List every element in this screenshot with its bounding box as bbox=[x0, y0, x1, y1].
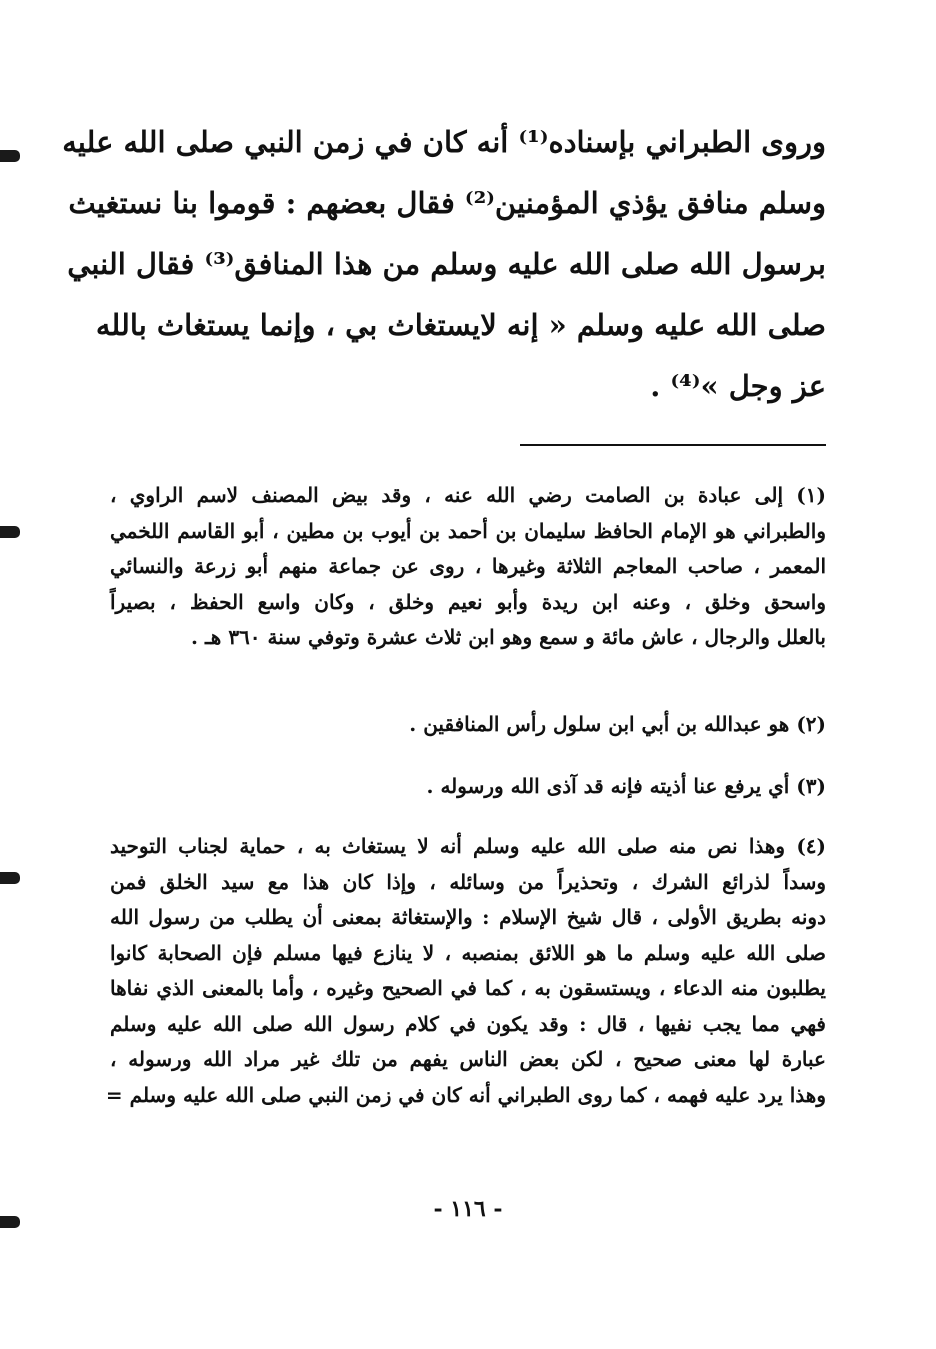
footnote-line: صلى الله عليه وسلم ما هو اللائق بمنصبه ، لا ينازع فيها مسلم فإن الصحابة كانوا bbox=[110, 940, 826, 965]
scan-edge-mark bbox=[0, 1216, 20, 1228]
footnote-4 bbox=[105, 829, 826, 1113]
main-text-line: عز وجل »⁽⁴⁾ . bbox=[650, 369, 826, 403]
footnote-2 bbox=[110, 707, 826, 743]
footnote-line: (٤) وهذا نص منه صلى الله عليه وسلم أنه لا يستغاث به ، حماية لجناب التوحيد bbox=[110, 834, 826, 858]
footnote-separator bbox=[520, 444, 826, 446]
footnote-line: بالعلل والرجال ، عاش مائة و سمع وهو ابن ثلاث عشرة وتوفي سنة ٣٦٠ هـ . bbox=[191, 625, 826, 649]
footnote-line: المعمر ، صاحب المعاجم الثلاثة وغيرها ، روى عن جماعة منهم أبو زرعة والنسائي bbox=[110, 554, 826, 578]
footnote-3 bbox=[110, 769, 826, 805]
footnote-line: واسحق وخلق ، وعنه ابن ريدة وأبو نعيم وخلق ، وكان واسع الحفظ ، بصيراً bbox=[110, 589, 826, 614]
main-text-line: صلى الله عليه وسلم « إنه لايستغاث بي ، وإنما يستغاث بالله bbox=[95, 308, 826, 342]
main-text-line: برسول الله صلى الله عليه وسلم من هذا المنافق⁽³⁾ فقال النبي bbox=[67, 247, 826, 281]
scan-edge-mark bbox=[0, 526, 20, 538]
scan-edge-mark bbox=[0, 150, 20, 162]
footnote-line: والطبراني هو الإمام الحافظ سليمان بن أحمد بن أيوب بن مطين ، أبو القاسم اللخمي bbox=[110, 518, 826, 543]
page-number: - ١١٦ - bbox=[433, 1196, 503, 1222]
footnote-line: وسداً لذرائع الشرك ، وتحذيراً من وسائله ، وإذا كان هذا مع سيد الخلق فمن bbox=[110, 869, 826, 894]
footnote-line: (١) إلى عبادة بن الصامت رضي الله عنه ، وقد بيض المصنف لاسم الراوي ، bbox=[110, 483, 826, 507]
footnote-line: (٢) هو عبدالله بن أبي ابن سلول رأس المنافقين . bbox=[409, 712, 826, 736]
footnote-line: يطلبون منه الدعاء ، ويستسقون به ، كما في الصحيح وغيره ، وأما بالمعنى الذي نفاها bbox=[110, 976, 826, 1000]
footnote-1 bbox=[110, 478, 826, 656]
footnote-line: عبارة لها معنى صحيح ، لكن بعض الناس يفهم من تلك غير مراد الله ورسوله ، bbox=[110, 1047, 826, 1071]
scan-edge-mark bbox=[0, 872, 20, 884]
footnote-line: دونه بطريق الأولى ، قال شيخ الإسلام : والإستغاثة بمعنى أن يطلب من رسول الله bbox=[110, 905, 826, 929]
main-paragraph bbox=[62, 112, 826, 417]
main-text-line: وروى الطبراني بإسناده⁽¹⁾ أنه كان في زمن النبي صلى الله عليه bbox=[62, 125, 826, 159]
footnote-line: (٣) أي يرفع عنا أذيته فإنه قد آذى الله ورسوله . bbox=[426, 774, 826, 798]
footnote-line: فهي مما يجب نفيها ، قال : وقد يكون في كلام رسول الله صلى الله عليه وسلم bbox=[110, 1011, 826, 1036]
footnote-line: وهذا يرد عليه فهمه ، كما روى الطبراني أنه كان في زمن النبي صلى الله عليه وسلم = bbox=[105, 1082, 826, 1107]
main-text-line: وسلم منافق يؤذي المؤمنين⁽²⁾ فقال بعضهم : قوموا بنا نستغيث bbox=[68, 186, 826, 220]
